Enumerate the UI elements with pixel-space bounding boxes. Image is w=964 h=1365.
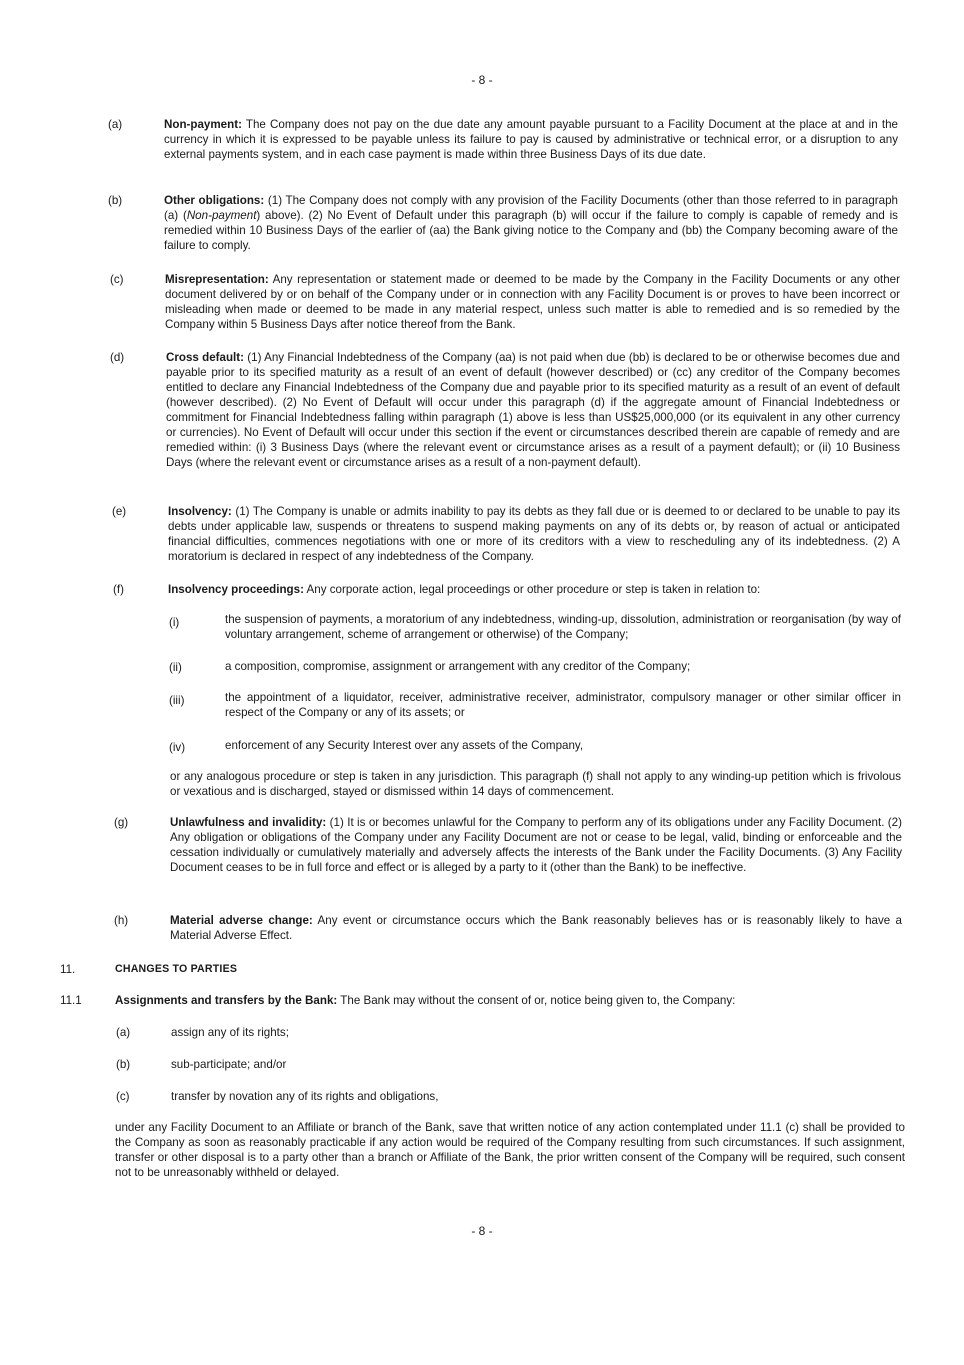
clause-body: [164, 117, 898, 162]
subclause-label: (a): [116, 1026, 131, 1039]
subsection-body: [115, 993, 905, 1008]
clause-label: (b): [108, 194, 123, 207]
clause-text: (1) It is or becomes unlawful for the Company to perform any of its obligations under any Facility Document. (2) Any obligation or obligations of the Company under any Facility Document are not or cease to be legal, valid, binding or enforceable and the cessation individually or cumulatively materially and adversely affects the interests of the Bank under the Facility Documents. (3) Any Facility Document ceases to be in full force and effect or is alleged by a party to it (other than the Bank) to be ineffective.: [170, 816, 902, 874]
clause-body: [170, 815, 902, 875]
clause-body: [164, 193, 898, 253]
clause-text: Any event or circumstance occurs which the Bank reasonably believes has or is reasonably likely to have a Material Adverse Effect.: [170, 914, 903, 942]
section-title: CHANGES TO PARTIES: [115, 963, 238, 975]
clause-label: (c): [110, 273, 124, 286]
clause-text: (1) The Company is unable or admits inability to pay its debts as they fall due or is deemed to or declared to be unable to pay its debts under applicable law, suspends or threatens to suspend making payments on any of its debts or, by reason of actual or anticipated financial difficulties, commences negotiations with one or more of its creditors with a view to rescheduling any of its indebtedness. (2) A moratorium is declared in respect of any indebtedness of the Company.: [168, 505, 900, 563]
subclause-text: the suspension of payments, a moratorium of any indebtedness, winding-up, dissolution, administration or reorganisation (by way of voluntary arrangement, scheme of arrangement or otherwise) of the Company;: [225, 613, 901, 641]
page-number-top: - 8 -: [471, 73, 493, 87]
clause-heading: Other obligations:: [164, 194, 265, 207]
clause-label: (a): [108, 118, 123, 131]
clause-italic-ref: Non-payment: [186, 209, 257, 222]
clause-heading: Misrepresentation:: [165, 273, 269, 286]
clause-heading: Cross default:: [166, 351, 244, 364]
clause-text: (1) Any Financial Indebtedness of the Company (aa) is not paid when due (bb) is declared to be or otherwise becomes due and payable prior to its specified maturity as a result of an event of default (however described) or (cc) any creditor of the Company becomes entitled to declare any Financial Indebtedness of the Company due and payable prior to its specified maturity as a result of an event of default (however described). (2) No Event of Default will occur under this paragraph (d) if the aggregate amount of Financial Indebtedness or commitment for Financial Indebtedness falling within paragraph (1) above is less than US$25,000,000 (or its equivalent in any other currency or currencies). No Event of Default will occur under this section if the event or circumstances described therein are capable of remedy and are remedied within: (i) 3 Business Days (where the relevant event or circumstance arises as a result of a payment default); or (ii) 10 Business Days (where the relevant event or circumstance arises as a result of a non-payment default).: [166, 351, 900, 469]
clause-heading: Insolvency proceedings:: [168, 583, 304, 596]
subclause-label: (iii): [169, 694, 185, 707]
clause-label: (f): [113, 583, 124, 596]
clause-label: (g): [114, 816, 129, 829]
clause-text-continued: ) above). (2) No Event of Default under this paragraph (b) will occur if the failure to comply is capable of remedy and is remedied within 10 Business Days of the earlier of (aa) the Bank giving notice to the Company and (bb) the Company becoming aware of the failure to comply.: [164, 209, 898, 252]
clause-text: Any representation or statement made or deemed to be made by the Company in the Facility Documents or any other document delivered by or on behalf of the Company under or in connection with any Facility Document is or proves to have been incorrect or misleading when made or deemed to be made in any material respect, unless such matter is able to remedied and is so remedied by the Company within 5 Business Days after notice thereof from the Bank.: [165, 273, 900, 331]
clause-heading: Unlawfulness and invalidity:: [170, 816, 327, 829]
subclause-text: assign any of its rights;: [171, 1026, 289, 1039]
page-number-bottom: - 8 -: [471, 1224, 493, 1238]
subclause-label: (i): [169, 616, 180, 629]
section-number: 11.: [60, 963, 76, 976]
clause-f-closing: or any analogous procedure or step is taken in any jurisdiction. This paragraph (f) shall not apply to any winding-up petition which is frivolous or vexatious and is discharged, stayed or dismissed within 14 days of commencement.: [170, 770, 901, 798]
subsection-text: The Bank may without the consent of or, notice being given to, the Company:: [340, 994, 736, 1007]
subsection-heading: Assignments and transfers by the Bank:: [115, 994, 338, 1007]
clause-label: (e): [112, 505, 127, 518]
clause-text: (1) The Company does not comply with any provision of the Facility Documents (other than those referred to in paragraph (a) (: [164, 194, 898, 222]
subclause-label: (b): [116, 1058, 131, 1071]
subsection-closing: under any Facility Document to an Affiliate or branch of the Bank, save that written notice of any action contemplated under 11.1 (c) shall be provided to the Company as soon as reasonably practicable if any action would be required of the Company resulting from such circumstances. If such assignment, transfer or other disposal is to a party other than a branch or Affiliate of the Bank, the prior written consent of the Company will be required, such consent not to be unreasonably withheld or delayed.: [115, 1121, 905, 1179]
clause-text: Any corporate action, legal proceedings or other procedure or step is taken in relation to:: [306, 583, 761, 596]
clause-heading: Non-payment:: [164, 118, 242, 131]
clause-body: [165, 272, 900, 332]
subsection-number: 11.1: [60, 994, 82, 1007]
subclause-label: (iv): [169, 741, 186, 754]
subclause-label: (ii): [169, 661, 182, 674]
clause-label: (h): [114, 914, 129, 927]
clause-label: (d): [110, 351, 125, 364]
clause-body: [166, 350, 900, 470]
subclause-label: (c): [116, 1090, 130, 1103]
subclause-text: transfer by novation any of its rights and obligations,: [171, 1090, 439, 1103]
clause-body: [170, 913, 902, 943]
clause-text: The Company does not pay on the due date any amount payable pursuant to a Facility Document at the place at and in the currency in which it is expressed to be payable unless its failure to pay is caused by administrative or technical error, or a disruption to any external payments system, and in each case payment is made within three Business Days of its due date.: [164, 118, 898, 161]
subclause-text: the appointment of a liquidator, receiver, administrative receiver, administrator, compulsory manager or other similar officer in respect of the Company or any of its assets; or: [225, 691, 901, 719]
subclause-text: enforcement of any Security Interest over any assets of the Company,: [225, 739, 584, 752]
clause-heading: Insolvency:: [168, 505, 232, 518]
clause-heading: Material adverse change:: [170, 914, 313, 927]
subclause-text: a composition, compromise, assignment or arrangement with any creditor of the Company;: [225, 660, 691, 673]
clause-body: [168, 582, 901, 597]
clause-body: [168, 504, 900, 564]
subclause-text: sub-participate; and/or: [171, 1058, 287, 1071]
